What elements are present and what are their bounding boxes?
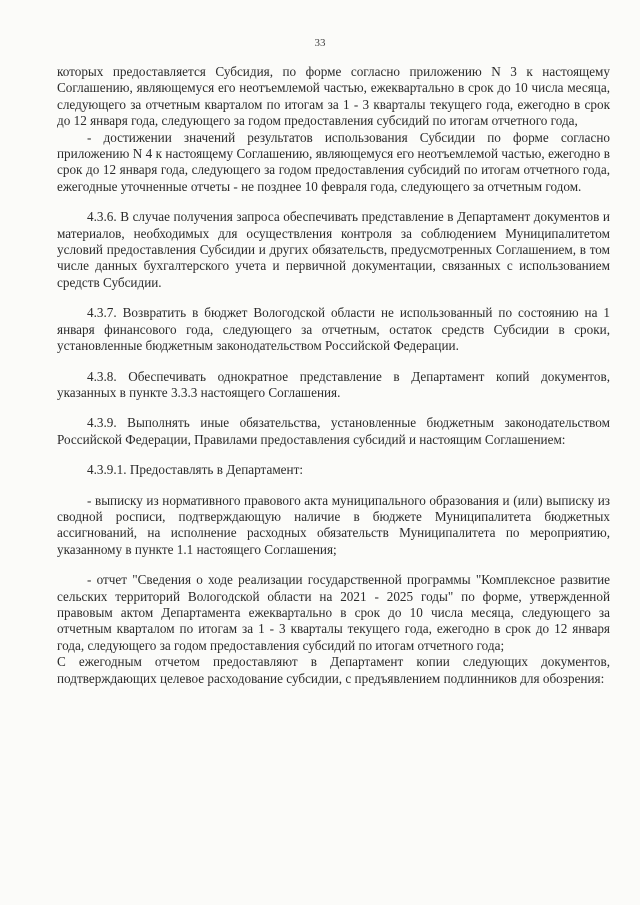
paragraph-4-3-9: 4.3.9. Выполнять иные обязательства, установленные бюджетным законодательством Российской Федерации, Правилами предоставления субсидий и настоящим Соглашением: — [57, 415, 610, 447]
paragraph-4-3-9-1: 4.3.9.1. Предоставлять в Департамент: — [87, 462, 304, 478]
document-body — [57, 64, 610, 687]
paragraph-program-report: - отчет "Сведения о ходе реализации государственной программы "Комплексное развитие сельских территорий Вологодской области на 2021 - 2025 годы" по форме, утвержденной правовым актом Департамента ежеквартально в срок до 10 числа месяца, следующего за отчетным кварталом по итогам за 1 - 3 кварталы текущего года, ежегодно в срок до 12 января года, следующего за годом предоставления субсидий по итогам отчетного года; — [57, 572, 610, 653]
paragraph-4-3-7: 4.3.7. Возвратить в бюджет Вологодской области не использованный по состоянию на 1 января финансового года, следующего за отчетным, остаток средств Субсидии в сроки, установленные бюджетным законодательством Российской Федерации. — [57, 305, 610, 354]
paragraph-4-3-6: 4.3.6. В случае получения запроса обеспечивать представление в Департамент документов и материалов, необходимых для осуществления контроля за соблюдением Муниципалитетом условий предоставления Субсидии и других обязательств, предусмотренных Соглашением, в том числе данных бухгалтерского учета и первичной документации, связанных с использованием средств Субсидии. — [57, 209, 610, 290]
paragraph-4-3-8: 4.3.8. Обеспечивать однократное представление в Департамент копий документов, указанных в пункте 3.3.3 настоящего Соглашения. — [57, 368, 610, 400]
paragraph-annual-report-copies: С ежегодным отчетом предоставляют в Департамент копии следующих документов, подтверждающих целевое расходование субсидии, с предъявлением подлинников для обозрения: — [57, 654, 610, 686]
paragraph-budget-extract: - выписку из нормативного правового акта муниципального образования и (или) выписку из сводной росписи, подтверждающую наличие в бюджете Муниципалитета бюджетных ассигнований, на исполнение расходных обязательств Муниципалитета по мероприятию, указанному в пункте 1.1 настоящего Соглашения; — [57, 492, 610, 557]
paragraph-continuation: которых предоставляется Субсидия, по форме согласно приложению N 3 к настоящему Соглашению, являющемуся его неотъемлемой частью, ежеквартально в срок до 10 числа месяца, следующего за отчетным кварталом по итогам за 1 - 3 кварталы текущего года, ежегодно в срок до 12 января года, следующего за годом предоставления субсидий по итогам отчетного года, — [57, 64, 610, 129]
paragraph-results-report: - достижении значений результатов использования Субсидии по форме согласно приложению N 4 к настоящему Соглашению, являющемуся его неотъемлемой частью, ежегодно в срок до 12 января года, следующего за годом предоставления субсидий по итогам отчетного года, ежегодные уточненные отчеты - не позднее 10 февраля года, следующего за отчетным годом. — [57, 129, 610, 194]
page-number: 33 — [314, 37, 326, 49]
